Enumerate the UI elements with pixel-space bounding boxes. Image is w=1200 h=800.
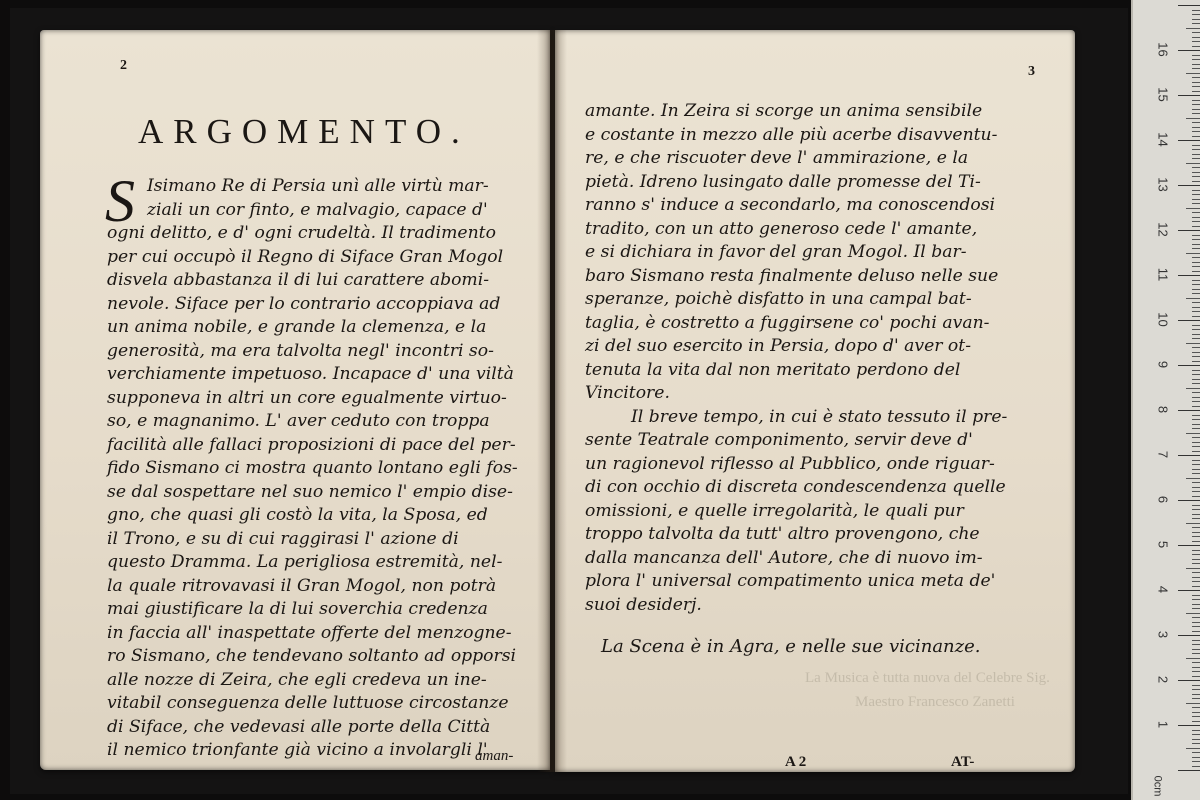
ruler-tick (1192, 397, 1200, 398)
text-line: ranno s' induce a secondarlo, ma conoscendosi (585, 195, 996, 215)
text-line: ogni delitto, e d' ogni crudeltà. Il tradimento (107, 223, 496, 243)
ruler-tick (1192, 406, 1200, 407)
drop-cap: S (105, 168, 135, 234)
ruler-tick (1192, 352, 1200, 353)
ruler-tick (1178, 410, 1200, 411)
ruler-tick (1192, 257, 1200, 258)
ruler-tick (1192, 334, 1200, 335)
text-line: un anima nobile, e grande la clemenza, e la (107, 317, 487, 337)
ruler-number: 4 (1155, 585, 1171, 594)
ruler-unit-label: 0cm (1151, 775, 1164, 797)
ruler-tick (1186, 568, 1200, 569)
ruler-tick (1192, 572, 1200, 573)
ruler-tick (1192, 559, 1200, 560)
ruler-tick (1192, 41, 1200, 42)
ruler-tick (1186, 748, 1200, 749)
ruler-tick (1192, 100, 1200, 101)
text-line: ro Sismano, che tendevano soltanto ad opporsi (107, 646, 517, 666)
text-line: pietà. Idreno lusingato dalle promesse del Ti- (585, 171, 981, 192)
ruler-tick (1192, 419, 1200, 420)
ruler-tick (1192, 766, 1200, 767)
ruler-tick (1192, 469, 1200, 470)
text-line: re, e che riscuoter deve l' ammirazione, e la (585, 148, 969, 168)
text-line: ziali un cor finto, e malvagio, capace d' (147, 199, 488, 220)
ruler-tick (1186, 28, 1200, 29)
ruler-tick (1192, 212, 1200, 213)
ruler-tick (1192, 194, 1200, 195)
right-page (555, 30, 1075, 772)
ruler-tick (1186, 163, 1200, 164)
ruler-tick (1192, 325, 1200, 326)
ruler-tick (1192, 451, 1200, 452)
ruler-tick (1192, 707, 1200, 708)
ruler-tick (1178, 500, 1200, 501)
ruler-tick (1192, 59, 1200, 60)
ruler-tick (1192, 685, 1200, 686)
ruler-tick (1192, 563, 1200, 564)
ruler-tick (1192, 131, 1200, 132)
text-line: amante. In Zeira si scorge un anima sensibile (585, 101, 983, 121)
ruler-tick (1192, 203, 1200, 204)
ruler-tick (1178, 455, 1200, 456)
ruler-tick (1192, 604, 1200, 605)
ruler-number: 2 (1155, 675, 1171, 684)
ruler-tick (1192, 64, 1200, 65)
ruler-tick (1192, 730, 1200, 731)
ruler-tick (1192, 640, 1200, 641)
ruler-tick (1192, 622, 1200, 623)
ruler-tick (1192, 271, 1200, 272)
text-line: suoi desiderj. (585, 594, 702, 615)
ruler-tick (1192, 527, 1200, 528)
text-line: e si dichiara in favor del gran Mogol. Il bar- (585, 242, 967, 262)
ruler-tick (1192, 532, 1200, 533)
ruler-tick (1192, 302, 1200, 303)
ruler-tick (1192, 671, 1200, 672)
ruler-tick (1192, 460, 1200, 461)
ruler-tick (1192, 46, 1200, 47)
ruler-tick (1178, 5, 1200, 6)
ruler-tick (1192, 401, 1200, 402)
text-line: il nemico trionfante già vicino a involargli l' (107, 740, 488, 760)
left-body-text (105, 168, 577, 763)
text-line: generosità, ma era talvolta negl' incontri so- (107, 340, 494, 361)
ruler-tick (1192, 712, 1200, 713)
ruler-tick (1178, 275, 1200, 276)
ruler-tick (1192, 266, 1200, 267)
ruler-tick (1192, 361, 1200, 362)
ruler-tick (1192, 721, 1200, 722)
ruler-tick (1192, 487, 1200, 488)
ruler-tick (1192, 446, 1200, 447)
ruler-tick (1192, 653, 1200, 654)
ruler-number: 11 (1155, 267, 1171, 282)
text-line: verchiamente impetuoso. Incapace d' una viltà (107, 364, 514, 384)
ruler-number: 12 (1155, 222, 1171, 237)
text-line: baro Sismano resta finalmente deluso nelle sue (585, 265, 999, 286)
ruler-number: 7 (1155, 450, 1171, 459)
ruler-tick (1192, 550, 1200, 551)
ruler-tick (1186, 388, 1200, 389)
text-line: fido Sismano ci mostra quanto lontano egli fos- (107, 458, 518, 478)
ruler-tick (1192, 280, 1200, 281)
ruler-tick (1192, 181, 1200, 182)
ruler-tick (1192, 149, 1200, 150)
ruler-tick (1192, 248, 1200, 249)
text-line: tradito, con un atto generoso cede l' amante, (585, 218, 978, 239)
text-line: plora l' universal compatimento unica meta de' (585, 571, 996, 591)
ruler-tick (1192, 626, 1200, 627)
catchword-right: AT- (951, 754, 975, 770)
ruler-tick (1192, 383, 1200, 384)
ruler-tick (1186, 658, 1200, 659)
ruler-number: 15 (1155, 87, 1171, 102)
text-line: Vincitore. (585, 383, 670, 403)
text-line: dalla mancanza dell' Autore, che di nuovo im- (585, 547, 983, 568)
ruler-tick (1192, 104, 1200, 105)
catchword-left: aman- (475, 748, 514, 764)
text-line: il Trono, e su di cui raggirasi l' azione di (107, 528, 459, 549)
ruler-tick (1192, 424, 1200, 425)
ruler-tick (1192, 379, 1200, 380)
ruler-tick (1192, 689, 1200, 690)
ruler-tick (1192, 154, 1200, 155)
ruler-tick (1192, 217, 1200, 218)
left-page (40, 30, 550, 770)
ruler-tick (1192, 518, 1200, 519)
ruler-tick (1192, 199, 1200, 200)
ruler-tick (1186, 703, 1200, 704)
ruler-tick (1192, 55, 1200, 56)
ruler-tick (1192, 586, 1200, 587)
ruler-number: 13 (1155, 177, 1171, 192)
ruler-tick (1192, 743, 1200, 744)
ruler-tick (1192, 190, 1200, 191)
ruler-tick (1192, 86, 1200, 87)
ruler-tick (1192, 676, 1200, 677)
ruler-tick (1192, 536, 1200, 537)
text-line: nevole. Siface per lo contrario accoppiava ad (107, 293, 501, 314)
right-body-text (585, 100, 1055, 617)
ruler-tick (1192, 10, 1200, 11)
ruler-tick (1192, 226, 1200, 227)
ruler-tick (1178, 140, 1200, 141)
ruler-tick (1192, 694, 1200, 695)
ruler-tick (1178, 680, 1200, 681)
ruler-tick (1192, 293, 1200, 294)
text-line: disvela abbastanza il di lui carattere abomi- (107, 270, 490, 290)
bleed-through-text: La Musica è tutta nuova del Celebre Sig. (805, 670, 1050, 686)
text-line: e costante in mezzo alle più acerbe disavventu- (585, 124, 998, 145)
ruler-tick (1192, 734, 1200, 735)
ruler-tick (1186, 613, 1200, 614)
text-line: so, e magnanimo. L' aver ceduto con troppa (107, 411, 490, 431)
ruler-tick (1192, 644, 1200, 645)
signature-mark: A 2 (785, 754, 807, 770)
ruler-tick (1192, 329, 1200, 330)
ruler-tick (1186, 523, 1200, 524)
text-line: di con occhio di discreta condescendenza quelle (585, 477, 1006, 497)
ruler-tick (1192, 617, 1200, 618)
ruler-tick (1178, 365, 1200, 366)
ruler-number: 8 (1155, 405, 1171, 414)
ruler-tick (1192, 172, 1200, 173)
ruler-tick (1192, 761, 1200, 762)
ruler-tick (1186, 298, 1200, 299)
ruler-number: 5 (1155, 540, 1171, 549)
text-line: se dal sospettare nel suo nemico l' empio dise- (107, 481, 513, 502)
ruler-tick (1192, 505, 1200, 506)
ruler-tick (1186, 73, 1200, 74)
ruler-tick (1192, 176, 1200, 177)
ruler-tick (1192, 19, 1200, 20)
text-line: la quale ritrovavasi il Gran Mogol, non potrà (107, 575, 497, 596)
ruler-tick (1192, 415, 1200, 416)
ruler-tick (1192, 667, 1200, 668)
ruler-tick (1192, 284, 1200, 285)
ruler-tick (1192, 752, 1200, 753)
ruler-tick (1192, 91, 1200, 92)
ruler-tick (1192, 581, 1200, 582)
ruler-tick (1192, 136, 1200, 137)
ruler-tick (1178, 545, 1200, 546)
ruler-tick (1192, 739, 1200, 740)
page-number-left: 2 (120, 58, 127, 73)
ruler-tick (1192, 307, 1200, 308)
ruler-tick (1192, 239, 1200, 240)
ruler-number: 9 (1155, 360, 1171, 369)
ruler-tick (1192, 437, 1200, 438)
ruler-tick (1192, 428, 1200, 429)
text-line: facilità alle fallaci proposizioni di pace del per- (107, 434, 516, 455)
ruler-tick (1192, 244, 1200, 245)
text-line: Isimano Re di Persia unì alle virtù mar- (147, 176, 489, 196)
ruler-tick (1192, 595, 1200, 596)
ruler-tick (1192, 145, 1200, 146)
ruler-tick (1192, 77, 1200, 78)
ruler-tick (1192, 662, 1200, 663)
text-line: sente Teatrale componimento, servir deve d' (585, 430, 973, 450)
ruler-tick (1186, 433, 1200, 434)
ruler-number: 1 (1155, 720, 1171, 729)
ruler-tick (1178, 50, 1200, 51)
ruler-tick (1192, 370, 1200, 371)
ruler-tick (1192, 338, 1200, 339)
ruler-tick (1186, 253, 1200, 254)
text-line: tenuta la vita dal non meritato perdono del (585, 359, 961, 380)
ruler-tick (1192, 113, 1200, 114)
ruler-number: 14 (1155, 132, 1171, 147)
ruler-tick (1192, 757, 1200, 758)
ruler-number: 10 (1155, 312, 1171, 327)
ruler-tick (1192, 514, 1200, 515)
measuring-ruler (1131, 0, 1200, 800)
text-line: omissioni, e quelle irregolarità, le quali pur (585, 500, 964, 521)
ruler-tick (1192, 442, 1200, 443)
ruler-tick (1192, 14, 1200, 15)
ruler-tick (1192, 716, 1200, 717)
text-line: supponeva in altri un core egualmente virtuo- (107, 387, 507, 408)
text-line: troppo talvolta da tutt' altro provengono, che (585, 524, 980, 544)
ruler-tick (1192, 109, 1200, 110)
ruler-tick (1192, 311, 1200, 312)
text-line: un ragionevol riflesso al Pubblico, onde riguar- (585, 453, 995, 474)
ruler-tick (1192, 649, 1200, 650)
ruler-tick (1186, 478, 1200, 479)
ruler-tick (1192, 32, 1200, 33)
ruler-tick (1192, 316, 1200, 317)
ruler-tick (1192, 464, 1200, 465)
ruler-tick (1192, 482, 1200, 483)
ruler-tick (1192, 235, 1200, 236)
text-line: zi del suo esercito in Persia, dopo d' aver ot- (585, 336, 971, 356)
text-line: taglia, è costretto a fuggirsene co' pochi avan- (585, 312, 990, 333)
ruler-tick (1186, 208, 1200, 209)
ruler-tick (1192, 577, 1200, 578)
ruler-tick (1192, 158, 1200, 159)
text-line: speranze, poichè disfatto in una campal bat- (585, 289, 972, 309)
ruler-tick (1192, 356, 1200, 357)
ruler-tick (1192, 347, 1200, 348)
ruler-tick (1192, 608, 1200, 609)
ruler-tick (1192, 473, 1200, 474)
ruler-tick (1192, 221, 1200, 222)
ruler-tick (1178, 185, 1200, 186)
ruler-tick (1178, 635, 1200, 636)
ruler-tick (1192, 37, 1200, 38)
text-line: in faccia all' inaspettate offerte del menzogne- (107, 622, 512, 643)
ruler-tick (1178, 230, 1200, 231)
ruler-tick (1192, 262, 1200, 263)
ruler-tick (1178, 725, 1200, 726)
ruler-tick (1192, 127, 1200, 128)
ruler-tick (1192, 23, 1200, 24)
page-number-right: 3 (1028, 64, 1035, 79)
ruler-number: 3 (1155, 630, 1171, 639)
ruler-tick (1192, 491, 1200, 492)
text-line: questo Dramma. La perigliosa estremità, nel- (107, 552, 503, 572)
ruler-tick (1192, 68, 1200, 69)
text-line: gno, che quasi gli costò la vita, la Sposa, ed (107, 505, 488, 525)
text-line: Il breve tempo, in cui è stato tessuto il pre- (631, 406, 1008, 427)
ruler-tick (1192, 167, 1200, 168)
ruler-tick (1192, 82, 1200, 83)
scene-setting: La Scena è in Agra, e nelle sue vicinanze. (601, 636, 981, 657)
text-line: per cui occupò il Regno di Siface Gran Mogol (107, 246, 504, 267)
ruler-tick (1192, 698, 1200, 699)
ruler-tick (1192, 496, 1200, 497)
bleed-through-text: Maestro Francesco Zanetti (855, 694, 1015, 710)
ruler-tick (1192, 541, 1200, 542)
ruler-number: 16 (1155, 42, 1171, 57)
ruler-tick (1178, 95, 1200, 96)
ruler-tick (1192, 554, 1200, 555)
ruler-tick (1192, 631, 1200, 632)
text-line: vitabil conseguenza delle luttuose circostanze (107, 693, 509, 713)
text-line: mai giustificare la di lui soverchia credenza (107, 599, 488, 619)
text-line: alle nozze di Zeira, che egli credeva un ine- (107, 669, 487, 690)
ruler-tick (1186, 343, 1200, 344)
ruler-tick (1178, 320, 1200, 321)
ruler-tick (1186, 118, 1200, 119)
ruler-number: 6 (1155, 495, 1171, 504)
page-title: ARGOMENTO. (138, 112, 470, 151)
text-line: di Siface, che vedevasi alle porte della Città (107, 716, 491, 737)
ruler-tick (1192, 509, 1200, 510)
ruler-tick (1192, 392, 1200, 393)
ruler-tick (1192, 122, 1200, 123)
ruler-tick (1178, 590, 1200, 591)
ruler-tick (1192, 599, 1200, 600)
ruler-tick (1178, 770, 1200, 771)
ruler-tick (1192, 374, 1200, 375)
ruler-tick (1192, 289, 1200, 290)
